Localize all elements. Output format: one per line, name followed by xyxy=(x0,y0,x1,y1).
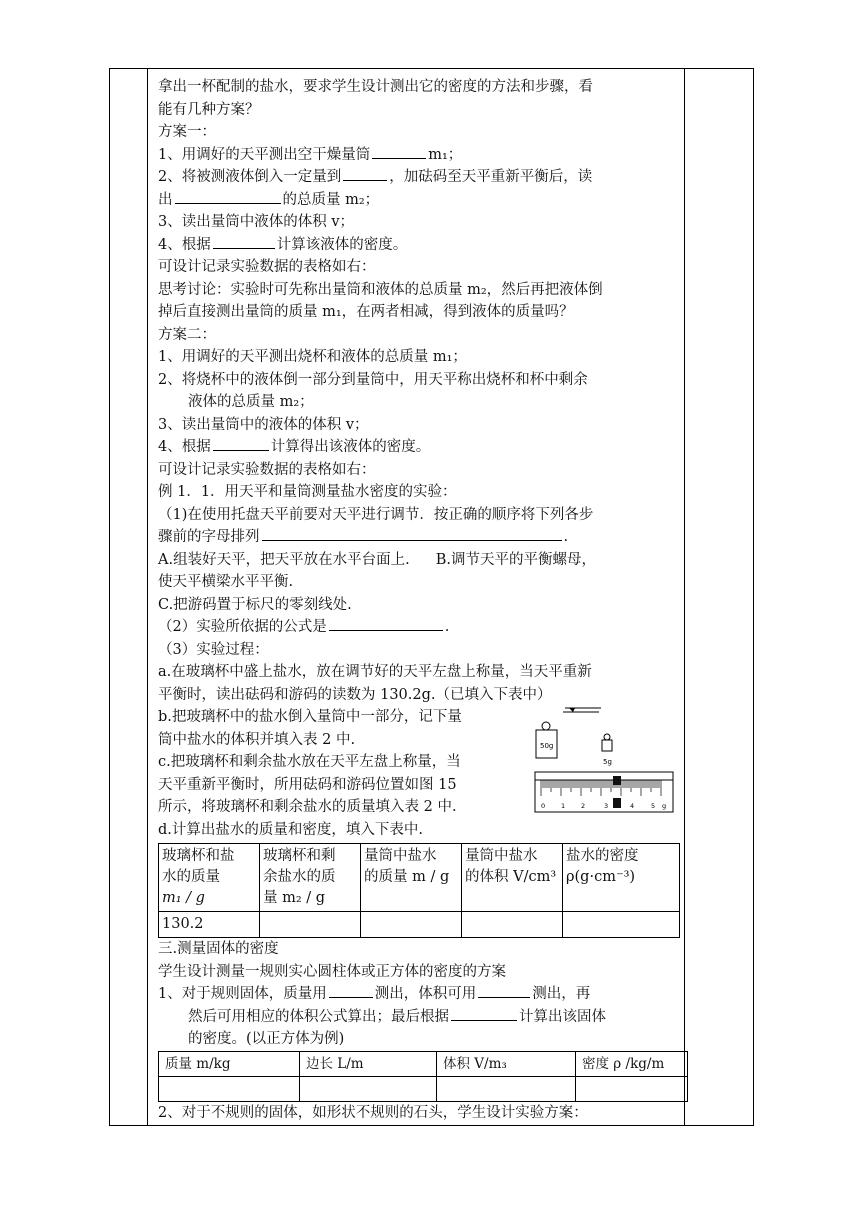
option-c: C.把游码置于标尺的零刻线处. xyxy=(158,596,352,613)
scale-tick-4: 4 xyxy=(630,802,635,810)
plan1-title: 方案一： xyxy=(158,124,216,140)
cell-empty[interactable] xyxy=(159,1076,300,1101)
procedure-b-1: b.把玻璃杯中的盐水倒入量筒中一部分，记下量 xyxy=(158,709,462,725)
plan2-step1: 1、用调好的天平测出烧杯和液体的总质量 m₁； xyxy=(158,349,467,365)
blank-field[interactable] xyxy=(213,234,275,249)
weight-50g-label: 50g xyxy=(540,742,554,750)
cell-empty[interactable] xyxy=(563,912,680,938)
plan2-step2-cont: 液体的总质量 m₂； xyxy=(188,394,314,410)
lesson-content xyxy=(158,76,680,1124)
section3-title: 三.测量固体的密度 xyxy=(158,941,279,957)
cell-empty[interactable] xyxy=(361,912,462,938)
procedure-c-1: c.把玻璃杯和剩余盐水放在天平左盘上称量，当 xyxy=(158,754,461,770)
section3-intro: 学生设计测量一规则实心圆柱体或正方体的密度的方案 xyxy=(158,963,506,980)
blank-field[interactable] xyxy=(329,983,373,998)
balance-weights-figure xyxy=(533,706,675,822)
plan2-step4: 4、根据 计算得出该液体的密度。 xyxy=(158,436,680,459)
header-volume: 量筒中盐水 的体积 V/cm³ xyxy=(462,844,563,912)
scale-tick-5: 5 xyxy=(651,802,656,810)
procedure-c-3: 所示，将玻璃杯和剩余盐水的质量填入表 2 中. xyxy=(158,799,457,815)
scale-tick-3: 3 xyxy=(604,802,609,810)
table-row xyxy=(159,1076,688,1101)
rider-marker-lower xyxy=(613,798,621,808)
blank-field[interactable] xyxy=(175,189,281,204)
procedure-a-1: a.在玻璃杯中盛上盐水，放在调节好的天平左盘上称量，当天平重新 xyxy=(158,664,592,680)
blank-field[interactable] xyxy=(451,1006,517,1021)
header-density: 密度 ρ /kg/m xyxy=(576,1051,688,1076)
question-2: （2）实验所依据的公式是 . xyxy=(158,616,680,639)
cell-empty[interactable] xyxy=(462,912,563,938)
blank-field[interactable] xyxy=(478,983,530,998)
header-cylinder-mass: 量筒中盐水 的质量 m / g xyxy=(361,844,462,912)
example-title: 例 1．1．用天平和量筒测量盐水密度的实验： xyxy=(158,484,457,500)
plan2-title: 方案二： xyxy=(158,326,216,343)
scale-unit: g xyxy=(662,802,667,810)
plan2-step3: 3、读出量筒中的液体的体积 v； xyxy=(158,416,369,433)
plan1-step1: 1、用调好的天平测出空干燥量筒 m₁； xyxy=(158,144,680,167)
blank-field[interactable] xyxy=(213,436,269,451)
procedure-a-2: 平衡时，读出砝码和游码的读数为 130.2g.（已填入下表中） xyxy=(158,686,552,703)
blank-field[interactable] xyxy=(372,144,426,159)
plan1-step3: 3、读出量筒中液体的体积 v； xyxy=(158,214,355,230)
intro-line-2: 能有几种方案？ xyxy=(158,101,260,118)
table-row xyxy=(159,912,680,938)
plan1-step2: 2、将被测液体倒入一定量到 ，加砝码至天平重新平衡后，读 xyxy=(158,166,680,189)
scale-tick-1: 1 xyxy=(561,802,566,810)
header-cup-salt-mass: 玻璃杯和盐 水的质量 m₁ / g xyxy=(159,844,260,912)
plan2-table-note: 可设计记录实验数据的表格如右： xyxy=(158,461,376,478)
table-header-row xyxy=(159,1051,688,1076)
results-table xyxy=(158,843,680,938)
blank-field[interactable] xyxy=(343,166,387,181)
procedure-with-figure xyxy=(158,706,680,841)
question-3: （3）实验过程： xyxy=(158,641,269,658)
header-mass: 质量 m/kg xyxy=(159,1051,300,1076)
column-divider-right xyxy=(684,68,685,1126)
blank-field[interactable] xyxy=(329,616,443,631)
rider-marker xyxy=(613,776,621,785)
scale-tick-0: 0 xyxy=(541,802,546,810)
discussion-line-1: 思考讨论：实验时可先称出量筒和液体的总质量 m₂，然后再把液体倒 xyxy=(158,281,603,298)
header-edge: 边长 L/m xyxy=(300,1051,437,1076)
procedure-d: d.计算出盐水的质量和密度，填入下表中. xyxy=(158,821,423,838)
header-density: 盐水的密度 ρ(g·cm⁻³) xyxy=(563,844,680,912)
header-volume: 体积 V/m₃ xyxy=(437,1051,576,1076)
section3-step1-cont: 然后可用相应的体积公式算出；最后根据 计算出该固体 xyxy=(158,1006,680,1029)
question-1: （1)在使用托盘天平前要对天平进行调节．按正确的顺序将下列各步 xyxy=(158,506,594,523)
plan1-table-note: 可设计记录实验数据的表格如右： xyxy=(158,259,376,275)
weight-5g-label: 5g xyxy=(603,758,612,766)
option-b-cont: 使天平横梁水平平衡. xyxy=(158,574,294,590)
solid-density-table xyxy=(158,1051,688,1102)
procedure-b-2: 筒中盐水的体积并填入表 2 中. xyxy=(158,731,356,748)
cell-empty[interactable] xyxy=(260,912,361,938)
cell-empty[interactable] xyxy=(437,1076,576,1101)
column-divider-left xyxy=(147,68,148,1126)
question-1-cont: 骤前的字母排列 . xyxy=(158,526,680,549)
cell-empty[interactable] xyxy=(300,1076,437,1101)
header-remaining-mass: 玻璃杯和剩 余盐水的质 量 m₂ / g xyxy=(260,844,361,912)
table-header-row xyxy=(159,844,680,912)
section3-step1-end: 的密度。(以正方体为例) xyxy=(188,1031,345,1047)
cell-initial-mass: 130.2 xyxy=(159,912,260,938)
cell-empty[interactable] xyxy=(576,1076,688,1101)
section3-step2: 2、对于不规则的固体，如形状不规则的石头，学生设计实验方案： xyxy=(158,1104,588,1121)
blank-field[interactable] xyxy=(262,526,562,541)
section3-step1: 1、对于规则固体，质量用 测出，体积可用 测出，再 xyxy=(158,983,680,1006)
plan2-step2: 2、将烧杯中的液体倒一部分到量筒中，用天平称出烧杯和杯中剩余 xyxy=(158,371,588,388)
scale-tick-2: 2 xyxy=(581,802,586,810)
intro-line-1: 拿出一杯配制的盐水，要求学生设计测出它的密度的方法和步骤，看 xyxy=(158,79,593,95)
options-a-b: A.组装好天平，把天平放在水平台面上. B.调节天平的平衡螺母， xyxy=(158,551,596,568)
procedure-c-2: 天平重新平衡时，所用砝码和游码位置如图 15 xyxy=(158,776,457,793)
discussion-line-2: 掉后直接测出量筒的质量 m₁，在两者相减，得到液体的质量吗？ xyxy=(158,304,574,320)
plan1-step2-cont: 出 的总质量 m₂； xyxy=(158,189,680,212)
plan1-step4: 4、根据 计算该液体的密度。 xyxy=(158,234,680,257)
